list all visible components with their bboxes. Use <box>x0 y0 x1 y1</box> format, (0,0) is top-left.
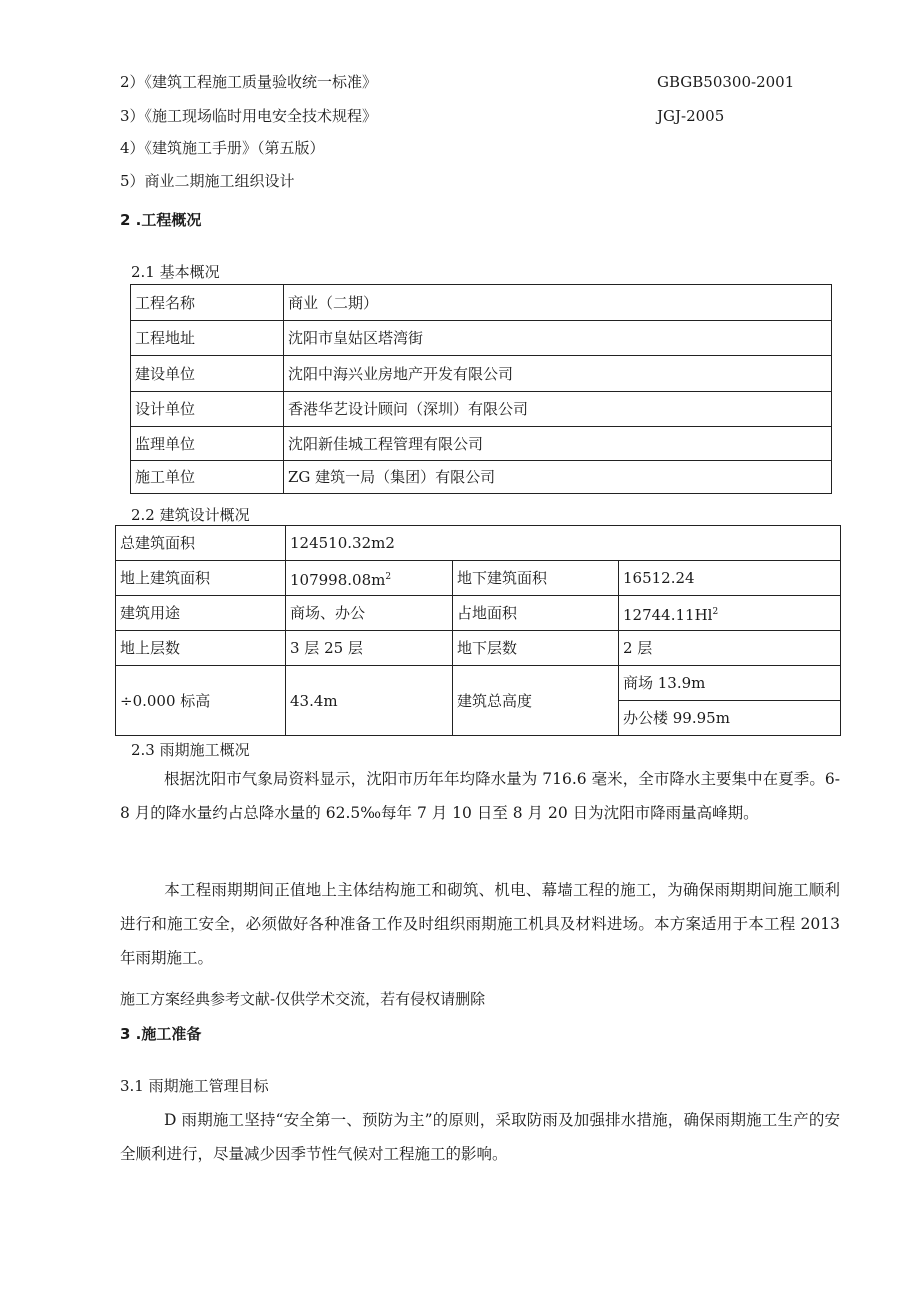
table-value: 香港华艺设计顾问（深圳）有限公司 <box>284 392 832 427</box>
table-key: 建设单位 <box>131 356 284 392</box>
subsection-heading: 3.1 雨期施工管理目标 <box>120 1077 269 1095</box>
table-value: 43.4m <box>286 666 453 736</box>
table-key: 地下建筑面积 <box>453 561 619 596</box>
table-row <box>116 596 841 631</box>
table-value: 2 层 <box>619 631 841 666</box>
table-value: 124510.32m2 <box>286 526 841 561</box>
table-row <box>116 526 841 561</box>
table-row <box>116 631 841 666</box>
basic-info-table <box>130 284 832 494</box>
table-value: 办公楼 99.95m <box>619 701 841 736</box>
table-key: 工程名称 <box>131 285 284 321</box>
table-value <box>619 596 841 631</box>
table-row <box>131 461 832 494</box>
table-row <box>116 561 841 596</box>
table-value: 沈阳中海兴业房地产开发有限公司 <box>284 356 832 392</box>
paragraph-text: D 雨期施工坚持“安全第一、预防为主”的原则，采取防雨及加强排水措施，确保雨期施工生产的安全顺利进行，尽量减少因季节性气候对工程施工的影响。 <box>120 1111 840 1163</box>
table-row <box>131 285 832 321</box>
paragraph <box>120 873 840 975</box>
table-value: 沈阳市皇姑区塔湾街 <box>284 321 832 356</box>
table-key: 设计单位 <box>131 392 284 427</box>
table-key: 工程地址 <box>131 321 284 356</box>
table-row <box>131 392 832 427</box>
paragraph-text: 根据沈阳市气象局资料显示，沈阳市历年年均降水量为 716.6 毫米，全市降水主要集中在夏季。6-8 月的降水量约占总降水量的 62.5‰每年 7 月 10 日至 8 月 20 日为沈阳市降雨量高峰期。 <box>120 770 840 822</box>
section-heading: 3 .施工准备 <box>120 1025 202 1043</box>
table-key: 占地面积 <box>453 596 619 631</box>
table-key: 施工单位 <box>131 461 284 494</box>
paragraph-text: 本工程雨期期间正值地上主体结构施工和砌筑、机电、幕墙工程的施工，为确保雨期期间施工顺利进行和施工安全，必须做好各种准备工作及时组织雨期施工机具及材料进场。本方案适用于本工程 2013 年雨期施工。 <box>120 881 840 967</box>
table-row <box>131 356 832 392</box>
design-table <box>115 525 841 736</box>
table-key: 地下层数 <box>453 631 619 666</box>
table-key: 总建筑面积 <box>116 526 286 561</box>
table-key: 监理单位 <box>131 427 284 461</box>
table-row <box>116 666 841 701</box>
table-value: 商场 13.9m <box>619 666 841 701</box>
value-text: 12744.11Hl <box>623 605 713 624</box>
table-key: 地上层数 <box>116 631 286 666</box>
reference-item: 4）《建筑施工手册》（第五版） <box>120 139 325 157</box>
reference-item: 3）《施工现场临时用电安全技术规程》 <box>120 107 378 125</box>
paragraph <box>120 762 840 830</box>
table-row <box>131 321 832 356</box>
value-superscript: 2 <box>712 606 719 617</box>
table-row <box>131 427 832 461</box>
table-value: 商场、办公 <box>286 596 453 631</box>
table-value: 沈阳新佳城工程管理有限公司 <box>284 427 832 461</box>
table-key: 地上建筑面积 <box>116 561 286 596</box>
subsection-heading: 2.1 基本概况 <box>131 263 220 281</box>
table-key: 建筑用途 <box>116 596 286 631</box>
value-superscript: 2 <box>385 571 392 582</box>
table-value <box>286 561 453 596</box>
table-key: 建筑总高度 <box>453 666 619 736</box>
table-key: ÷0.000 标高 <box>116 666 286 736</box>
disclaimer: 施工方案经典参考文献-仅供学术交流，若有侵权请删除 <box>120 990 486 1008</box>
section-heading: 2 .工程概况 <box>120 211 202 229</box>
table-value: 3 层 25 层 <box>286 631 453 666</box>
reference-code: GBGB50300-2001 <box>657 73 795 91</box>
reference-code: JGJ-2005 <box>657 107 725 125</box>
subsection-heading: 2.2 建筑设计概况 <box>131 506 250 524</box>
paragraph <box>120 1103 840 1171</box>
subsection-heading: 2.3 雨期施工概况 <box>131 741 250 759</box>
table-value: 16512.24 <box>619 561 841 596</box>
value-text: 107998.08m <box>290 570 386 589</box>
reference-item: 5）商业二期施工组织设计 <box>120 172 295 190</box>
table-value: 商业（二期） <box>284 285 832 321</box>
reference-item: 2）《建筑工程施工质量验收统一标准》 <box>120 73 378 91</box>
table-value: ZG 建筑一局（集团）有限公司 <box>284 461 832 494</box>
